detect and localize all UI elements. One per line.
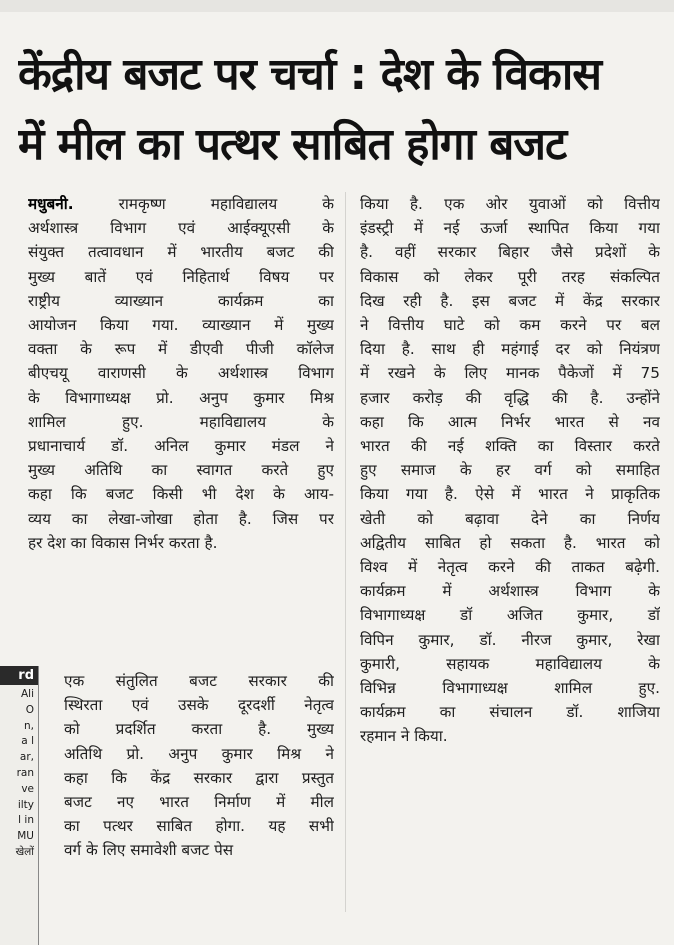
article-text-line: विभागाध्यक्ष डॉ अजित कुमार, डॉ — [360, 606, 660, 625]
adjacent-article-text: ran — [16, 766, 34, 779]
article-text-line: मुख्य अतिथि का स्वागत करते हुए — [28, 461, 334, 480]
article-text-line: कहा कि केंद्र सरकार द्वारा प्रस्तुत — [64, 768, 334, 787]
article-text-line: दिया है. साथ ही महंगाई दर को नियंत्रण — [360, 340, 660, 359]
adjacent-article-text: खेलों — [15, 845, 34, 858]
article-text-line: अर्थशास्त्र विभाग एवं आईक्यूएसी के — [28, 219, 334, 238]
article-text-line: रहमान ने किया. — [360, 727, 448, 746]
headline-line-2: में मील का पत्थर साबित होगा बजट — [18, 119, 567, 170]
article-text-line: ने वित्तीय घाटे को कम करने पर बल — [360, 316, 660, 335]
article-text-line: किया गया है. ऐसे में भारत ने प्राकृतिक — [360, 485, 660, 504]
article-column-left-continued — [64, 669, 334, 863]
article-text-line: विपिन कुमार, डॉ. नीरज कुमार, रेखा — [360, 630, 660, 649]
adjacent-article-text: ve — [21, 782, 34, 795]
column-divider — [345, 192, 346, 912]
article-text-line: किया है. एक ओर युवाओं को वित्तीय — [360, 195, 660, 213]
article-column-left — [28, 192, 334, 555]
article-text-line: हर देश का विकास निर्भर करता है. — [28, 533, 218, 552]
adjacent-article-text: l in — [18, 814, 34, 827]
headline — [18, 40, 658, 180]
headline-line-1: केंद्रीय बजट पर चर्चा : देश के विकास — [18, 49, 601, 100]
article-text-line: के विभागाध्यक्ष प्रो. अनुप कुमार मिश्र — [28, 388, 334, 407]
article-text-line: राष्ट्रीय व्याख्यान कार्यक्रम का — [28, 291, 334, 310]
adjacent-article-text: O — [25, 703, 34, 716]
article-column-right — [360, 192, 660, 749]
article-text-line: मुख्य बातें एवं निहितार्थ विषय पर — [28, 267, 334, 286]
adjacent-article-text: Ali — [20, 688, 34, 700]
article-text-line: व्यय का लेखा-जोखा होता है. जिस पर — [28, 509, 334, 528]
article-text-line: हुए समाज के हर वर्ग को समाहित — [360, 461, 660, 480]
article-text-line: एक संतुलित बजट सरकार की — [64, 672, 334, 690]
adjacent-article-text: n, — [24, 719, 34, 732]
article-text-line: कहा कि आत्म निर्भर भारत से नव — [360, 412, 660, 431]
article-text-line: आयोजन किया गया. व्याख्यान में मुख्य — [28, 316, 334, 335]
article-text-line: कार्यक्रम में अर्थशास्त्र विभाग के — [360, 582, 660, 601]
dateline: मधुबनी. — [28, 195, 74, 213]
article-text-line: बजट नए भारत निर्माण में मील — [64, 793, 334, 812]
article-text-line: अद्वितीय साबित हो सकता है. भारत को — [360, 533, 660, 552]
article-text-line: में रखने के लिए मानक पैकेजों में 75 — [360, 364, 660, 383]
adjacent-article-strip — [0, 666, 39, 945]
adjacent-article-text: ar, — [19, 751, 34, 764]
article-text-line: प्रधानाचार्य डॉ. अनिल कुमार मंडल ने — [28, 437, 334, 456]
article-text-line: कार्यक्रम का संचालन डॉ. शाजिया — [360, 703, 660, 722]
top-rule — [0, 0, 674, 12]
article-text-line: खेती को बढ़ावा देने का निर्णय — [360, 509, 660, 528]
article-text-line: है. वहीं सरकार बिहार जैसे प्रदेशों के — [360, 243, 660, 262]
adjacent-article-text: a l — [21, 735, 34, 748]
article-text-line — [28, 192, 334, 216]
article-text: रामकृष्ण महाविद्यालय के — [73, 195, 334, 213]
article-text-line: भारत की नई शक्ति का विस्तार करते — [360, 437, 660, 456]
article-text-line: वक्ता के रूप में डीएवी पीजी कॉलेज — [28, 340, 334, 359]
article-text-line: दिख रही है. इस बजट में केंद्र सरकार — [360, 291, 660, 310]
article-text-line: को प्रदर्शित करता है. मुख्य — [64, 720, 334, 739]
article-text-line: संयुक्त तत्वावधान में भारतीय बजट की — [28, 243, 334, 262]
adjacent-article-text: MU — [17, 830, 34, 843]
article-text-line: का पत्थर साबित होगा. यह सभी — [64, 817, 334, 836]
article-text-line: शामिल हुए. महाविद्यालय के — [28, 412, 334, 431]
article-text-line: कुमारी, सहायक महाविद्यालय के — [360, 654, 660, 673]
article-text-line: विश्व में नेतृत्व करने की ताकत बढ़ेगी. — [360, 558, 660, 577]
article-text-line: स्थिरता एवं उसके दूरदर्शी नेतृत्व — [64, 696, 334, 715]
article-text-line: कहा कि बजट किसी भी देश के आय- — [28, 485, 334, 504]
article-text-line: विभिन्न विभागाध्यक्ष शामिल हुए. — [360, 679, 660, 698]
adjacent-article-text: ilty — [17, 798, 34, 811]
article-text-line: विकास को लेकर पूरी तरह संकल्पित — [360, 267, 660, 286]
article-text-line: बीएचयू वाराणसी के अर्थशास्त्र विभाग — [28, 364, 334, 383]
article-text-line: इंडस्ट्री में नई ऊर्जा स्थापित किया गया — [360, 219, 660, 238]
article-text-line: अतिथि प्रो. अनुप कुमार मिश्र ने — [64, 744, 334, 763]
article-text-line: हजार करोड़ की वृद्धि की है. उन्होंने — [360, 388, 660, 407]
article-text-line: वर्ग के लिए समावेशी बजट पेस — [64, 841, 234, 860]
adjacent-article-header: rd — [0, 666, 38, 685]
